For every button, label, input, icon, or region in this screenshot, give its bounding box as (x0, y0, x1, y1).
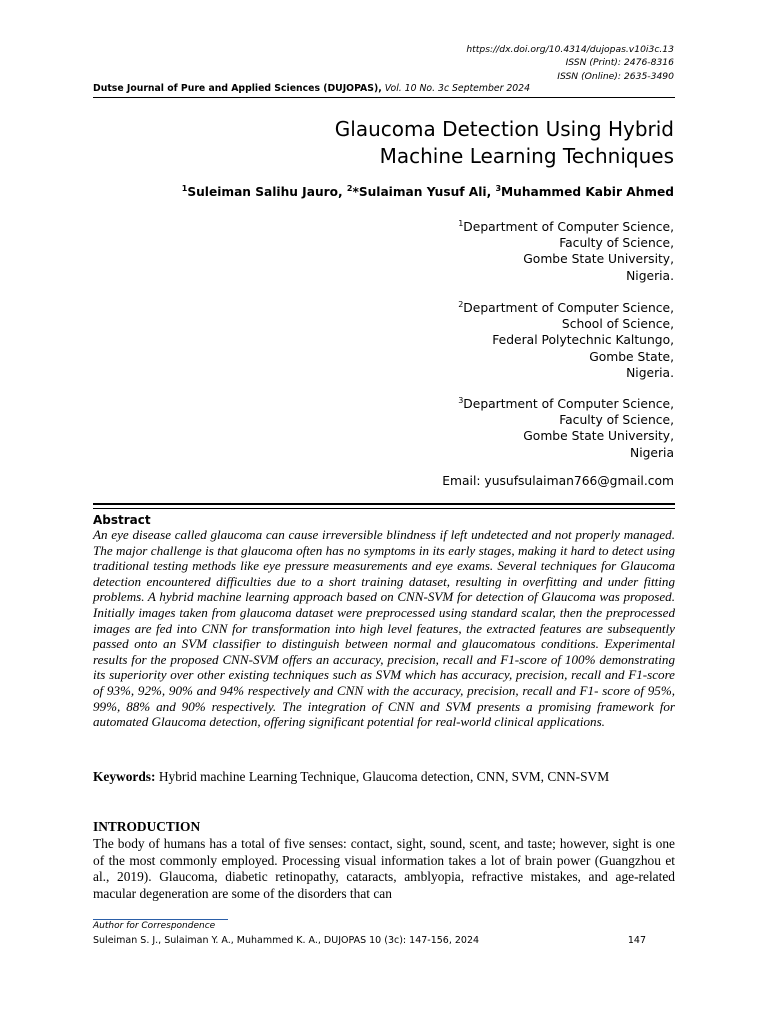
author-3-sup: 3 (495, 184, 502, 193)
affiliation-3-sup: 3 (458, 396, 464, 405)
issn-print: ISSN (Print): 2476-8316 (565, 57, 674, 69)
doi-block (466, 43, 674, 83)
affiliation-3 (458, 393, 674, 461)
affiliation-1-line-2: Faculty of Science, (559, 236, 674, 251)
header-divider (93, 97, 675, 98)
issn-online: ISSN (Online): 2635-3490 (557, 70, 674, 82)
author-list (182, 184, 674, 199)
author-1-name: Suleiman Salihu Jauro, (187, 185, 347, 199)
paper-title (335, 116, 674, 170)
affiliation-3-line-2: Faculty of Science, (559, 413, 674, 428)
affiliation-3-line-4: Nigeria (630, 445, 674, 460)
correspondence-footnote: Author for Correspondence (93, 921, 216, 931)
introduction-heading: INTRODUCTION (93, 819, 201, 834)
page-number: 147 (627, 935, 646, 946)
abstract-divider-thick (93, 503, 675, 505)
abstract-heading: Abstract (93, 513, 151, 527)
keywords-text: Hybrid machine Learning Technique, Glaucoma detection, CNN, SVM, CNN-SVM (155, 769, 610, 784)
affiliation-1-line-1: Department of Computer Science, (463, 220, 674, 234)
introduction-body: The body of humans has a total of five senses: contact, sight, sound, scent, and taste; however, sight is one of the most commonly employed. Processing visual information takes a lot of brain power (Guangzhou et al., 2019). Glaucoma, diabetic retinopathy, cataracts, amblyopia, refractive mistakes, and age-related macular degeneration are some of the disorders that can (93, 836, 675, 901)
abstract-divider-thin (93, 508, 675, 509)
affiliation-1-line-3: Gombe State University, (523, 252, 674, 267)
author-1-sup: 1 (181, 184, 188, 193)
affiliation-1-line-4: Nigeria. (626, 268, 674, 283)
affiliation-2 (458, 297, 674, 381)
title-line-1: Glaucoma Detection Using Hybrid (334, 117, 674, 141)
contact-email[interactable]: Email: yusufsulaiman766@gmail.com (442, 474, 674, 488)
author-2-name: *Sulaiman Yusuf Ali, (352, 185, 496, 199)
journal-issue: Vol. 10 No. 3c September 2024 (381, 83, 531, 94)
author-2-sup: 2 (346, 184, 353, 193)
journal-line (93, 83, 530, 94)
footnote-divider (93, 919, 228, 920)
affiliation-3-line-1: Department of Computer Science, (463, 397, 674, 411)
affiliation-2-sup: 2 (458, 300, 464, 309)
affiliation-2-line-1: Department of Computer Science, (463, 301, 674, 315)
title-line-2: Machine Learning Techniques (379, 144, 674, 168)
affiliation-2-line-5: Nigeria. (626, 365, 674, 380)
author-3-name: Muhammed Kabir Ahmed (501, 185, 674, 199)
footer-citation: Suleiman S. J., Sulaiman Y. A., Muhammed K. A., DUJOPAS 10 (3c): 147-156, 2024 (93, 935, 480, 946)
affiliation-2-line-2: School of Science, (561, 317, 674, 332)
affiliation-2-line-4: Gombe State, (589, 349, 674, 364)
keywords (93, 769, 675, 786)
doi-link[interactable]: https://dx.doi.org/10.4314/dujopas.v10i3c.13 (466, 44, 674, 55)
affiliation-3-line-3: Gombe State University, (523, 429, 674, 444)
abstract-body: An eye disease called glaucoma can cause irreversible blindness if left undetected and not properly managed. The major challenge is that glaucoma often has no symptoms in its early stages, making it hard to detect using traditional testing methods like eye pressure measurements and eye exams. Several techniques for Glaucoma detection encountered difficulties due to a short training dataset, resulting in overfitting and under fitting problems. A hybrid machine learning approach based on CNN-SVM for detection of Glaucoma was proposed. Initially images taken from glaucoma dataset were preprocessed using standard scalar, then the preprocessed images are fed into CNN for transformation into high level features, the extracted features are subsequently passed onto an SVM classifier to distinguish between normal and glaucomatous conditions. Experimental results for the proposed CNN-SVM offers an accuracy, precision, recall and F1-score of 100% demonstrating its superiority over other existing techniques such as SVM which has accuracy, precision, recall and F1-score of 93%, 92%, 90% and 94% respectively and CNN with the accuracy, precision, recall and F1- score of 95%, 99%, 88% and 90% respectively. The integration of CNN and SVM presents a promising framework for automated Glaucoma detection, offering significant potential for real-world clinical applications. (93, 527, 675, 730)
affiliation-2-line-3: Federal Polytechnic Kaltungo, (492, 333, 674, 348)
journal-name: Dutse Journal of Pure and Applied Sciences (DUJOPAS), (93, 83, 382, 94)
keywords-label: Keywords: (93, 769, 156, 784)
affiliation-1-sup: 1 (458, 219, 464, 228)
affiliation-1 (458, 216, 674, 284)
